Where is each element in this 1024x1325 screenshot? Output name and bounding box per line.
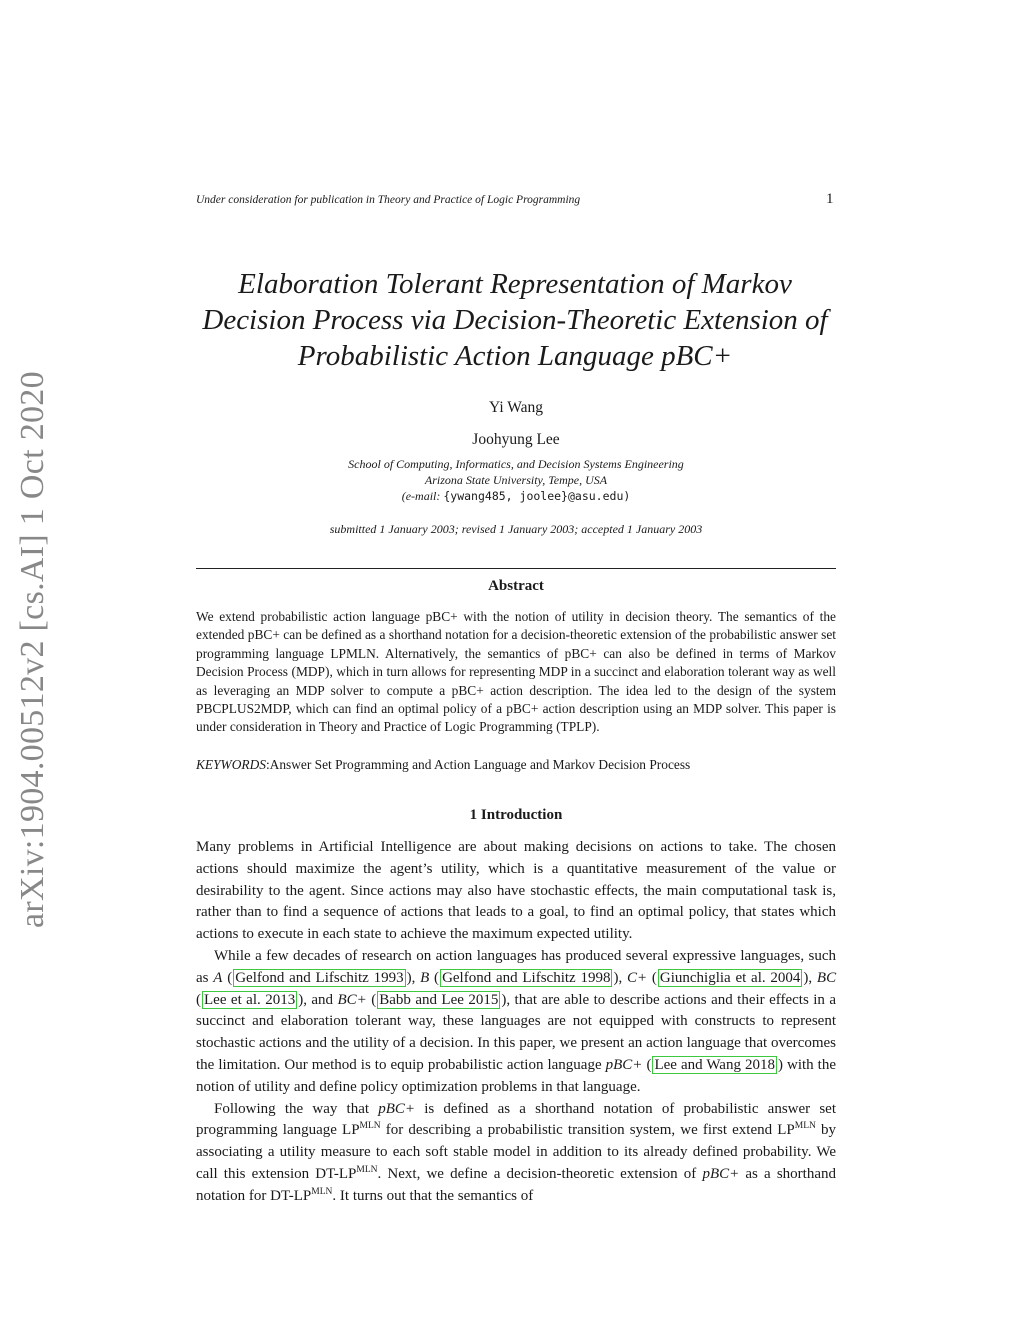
author-2: Joohyung Lee [472,431,560,448]
superscript-mln: MLN [794,1121,816,1132]
text-segment: ), [613,969,627,986]
language-symbol-cplus: C+ [626,969,648,986]
affiliation-2: Arizona State University, Tempe, USA [424,473,608,487]
text-segment: ), [406,969,421,986]
language-symbol-pbcplus: pBC+ [378,1100,416,1117]
title-line-3: Probabilistic Action Language pBC+ [297,340,733,372]
text-segment: by associating a utility measure to each soft stable model in addition to its already defined probability. We call this extension DT-LP [196,1122,836,1182]
text-segment: Following the way that [214,1100,379,1117]
affiliation-1: School of Computing, Informatics, and Decision Systems Engineering [348,457,684,471]
language-symbol-b: B [420,969,430,986]
text-segment: ), that are able to describe actions and their effects in a succinct and elaboration tolerant way, these languages are not equipped with constructs to represent stochastic actions and the utility of a decision. In this paper, we present an action language that overcomes the limitation. Our method is to equip probabilistic action language [196,991,836,1073]
language-symbol-pbcplus: pBC+ [702,1165,740,1182]
arxiv-side-stamp: arXiv:1904.00512v2 [cs.AI] 1 Oct 2020 [14,371,51,928]
abstract-text: We extend probabilistic action language pBC+ with the notion of utility in decision theory. The semantics of the extended pBC+ can be defined as a shorthand notation for a decision-theoretic extension of the probabilistic answer set programming language LPMLN. Alternatively, the semantics of pBC+ can also be defined in terms of Markov Decision Process (MDP), which in turn allows for representing MDP in a succinct and elaboration tolerant way as well as leveraging an MDP solver to compute a pBC+ action description. The idea led to the design of the system PBCPLUS2MDP, which can find an optimal policy of a pBC+ action description using an MDP solver. This paper is under consideration in Theory and Practice of Logic Programming (TPLP). [196,609,836,735]
email-label: (e-mail: [401,489,441,503]
keywords [196,756,836,774]
title-line-1: Elaboration Tolerant Representation of Markov [238,268,792,300]
page-number: 1 [826,191,834,207]
language-symbol-bc: BC [816,969,837,986]
abstract-heading: Abstract [488,578,544,594]
text-segment: While a few decades of research on action languages has produced several expressive languages, such as [196,947,836,986]
superscript-mln: MLN [359,1121,381,1132]
citation-giunchiglia-2004[interactable]: Giunchiglia et al. 2004 [659,969,801,986]
paragraph-1: Many problems in Artificial Intelligence are about making decisions on actions to take. The chosen actions should maximize the agent’s utility, which is a quantitative measurement of the value or desirability to the agent. Since actions may also have stochastic effects, the main computational task is, rather than to find a sequence of actions that leads to a goal, to find an optimal policy, that states which actions to execute in each state to achieve the maximum expected utility. [196,839,836,943]
paragraph-2: While a few decades of research on action languages has produced several expressive languages, such as A ( Gelfond and Lifschitz 1993 ), B ( Gelfond and Lifschitz 1998 ), C+ ( Giunchiglia et al. 2004 ), BC ( Lee et al. 2013 ), and BC+ ( Babb and Lee 2015 ), that are able to describe actions and their effects in a succinct and elaboration tolerant way, these languages are not equipped with constructs to represent stochastic actions and the utility of a decision. In this paper, we present an action language that overcomes the limitation. Our method is to equip probabilistic action language pBC+ ( Lee and Wang 2018 ) with the notion of utility and define policy optimization problems in that language. [196,947,837,1095]
title-line-2: Decision Process via Decision-Theoretic Extension of [202,304,828,336]
text-segment: is defined as a shorthand notation of probabilistic answer set programming language LP [196,1100,836,1139]
text-segment: for describing a probabilistic transition system, we first extend LP [380,1122,795,1139]
citation-lee-wang-2018[interactable]: Lee and Wang 2018 [654,1056,775,1073]
paper-title [150,266,880,374]
section-heading-introduction: 1 Introduction [469,807,563,823]
author-email [196,488,836,504]
superscript-mln: MLN [356,1164,378,1175]
text-segment: . Next, we define a decision-theoretic extension of [377,1165,703,1182]
paragraph-3 [196,1099,836,1208]
text-segment: ), [803,969,817,986]
introduction-body [196,837,836,1208]
submission-dates: submitted 1 January 2003; revised 1 January 2003; accepted 1 January 2003 [329,522,703,536]
citation-gelfond-1998[interactable]: Gelfond and Lifschitz 1998 [442,969,611,986]
superscript-mln: MLN [311,1186,333,1197]
text-segment: ), and [298,991,338,1008]
text-segment: ) with the notion of utility and define policy optimization problems in that language. [196,1056,836,1095]
keywords-label: KEYWORDS [196,757,266,772]
running-head: Under consideration for publication in Theory and Practice of Logic Programming [196,194,581,206]
language-symbol-pbcplus: pBC+ [605,1056,643,1073]
text-segment: as a shorthand notation for DT-LP [196,1165,836,1204]
email-addresses[interactable]: {ywang485, joolee}@asu.edu) [443,489,631,503]
abstract-divider [196,568,836,569]
language-symbol-bcplus: BC+ [337,991,367,1008]
text-segment: . It turns out that the semantics of [332,1187,534,1204]
citation-babb-2015[interactable]: Babb and Lee 2015 [379,991,499,1008]
citation-lee-2013[interactable]: Lee et al. 2013 [204,991,296,1008]
citation-gelfond-1993[interactable]: Gelfond and Lifschitz 1993 [235,969,404,986]
keywords-text: :Answer Set Programming and Action Language and Markov Decision Process [265,757,691,772]
author-1: Yi Wang [488,399,543,416]
language-symbol-a: A [213,969,223,986]
